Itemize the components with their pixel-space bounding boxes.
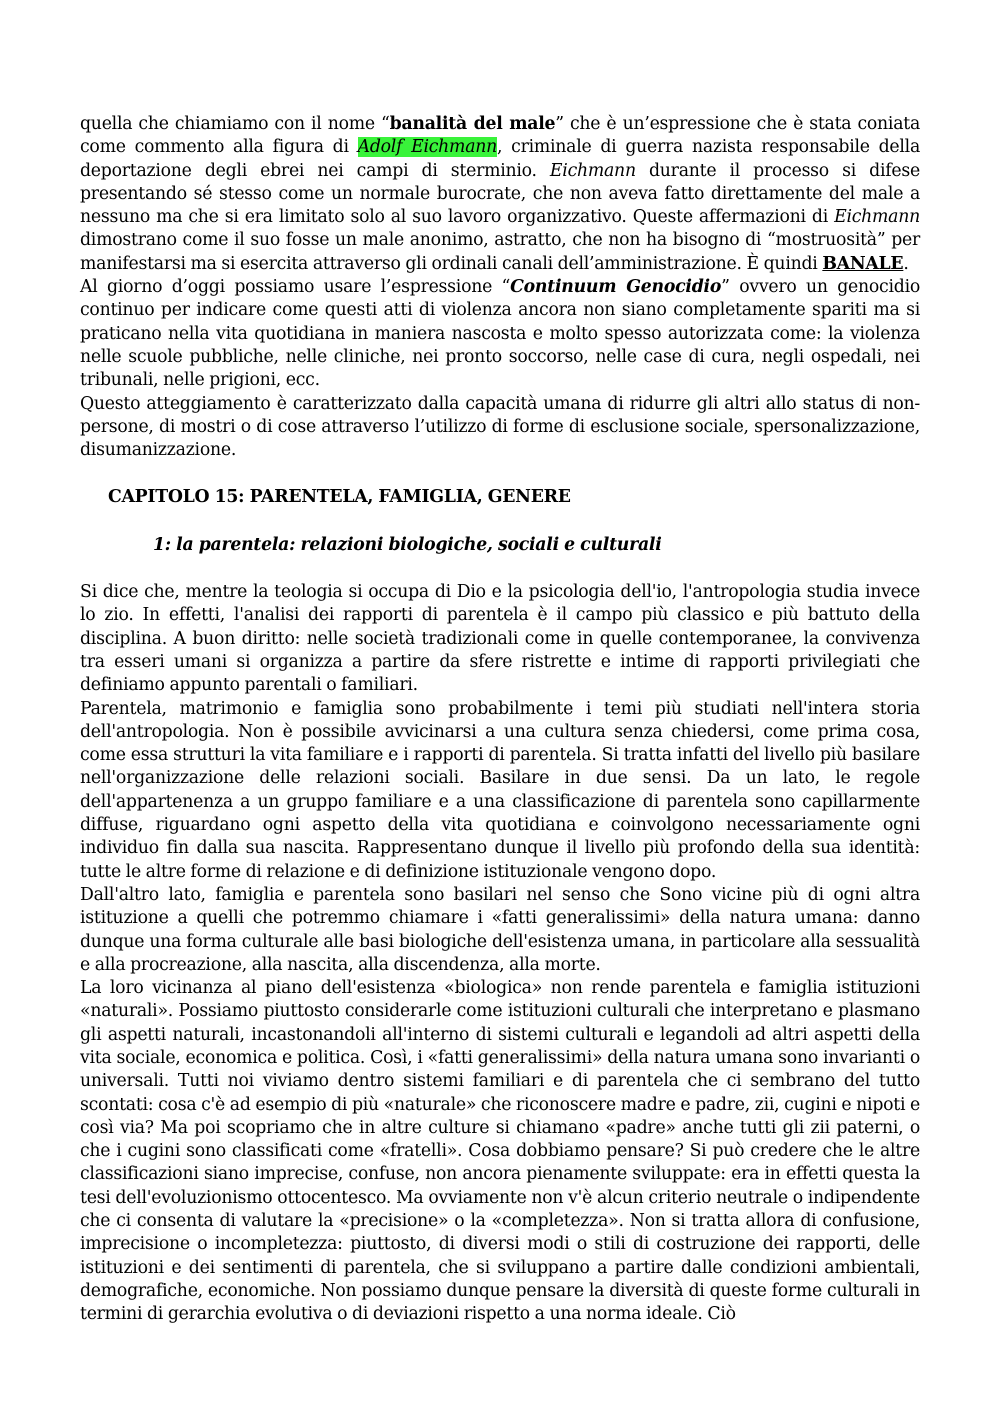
bold-term-banality: banalità del male <box>389 114 556 134</box>
text-run: Al giorno d’oggi possiamo usare l’espressione “ <box>80 277 511 298</box>
text-run: dimostrano come il suo fosse un male anonimo, astratto, che non ha bisogno di “mostruosità” per manifestarsi ma si esercita attraverso gli ordinali canali dell’amministrazione. È quindi <box>80 230 920 274</box>
paragraph-kinship-natural: La loro vicinanza al piano dell'esistenza «biologica» non rende parentela e famiglia istituzioni «naturali». Possiamo piuttosto considerarle come istituzioni culturali che interpretano e plasmano gli aspetti naturali, incastonandoli all'interno di sistemi culturali e legandoli ad altri aspetti della vita sociale, economica e politica. Così, i «fatti generalissimi» della natura umana sono invarianti o universali. Tutti noi viviamo dentro sistemi familiari e di parentela che ci sembrano del tutto scontati: cosa c'è ad esempio di più «naturale» che riconoscere madre e padre, zii, cugini e nipoti e così via? Ma poi scopriamo che in altre culture si chiamano «padre» anche tutti gli zii paterni, o che i cugini sono classificati come «fratelli». Cosa dobbiamo pensare? Si può credere che le altre classificazioni siano imprecise, confuse, non ancora pienamente sviluppate: era in effetti questa la tesi dell'evoluzionismo ottocentesco. Ma ovviamente non v'è alcun criterio neutrale o indipendente che ci consenta di valutare la «precisione» o la «completezza». Non si tratta allora di confusione, imprecisione o incompletezza: piuttosto, di diversi modi o stili di costruzione dei rapporti, delle istituzioni e dei sentimenti di parentela, che si sviluppano a partire dalle condizioni ambientali, demografiche, economiche. Non possiamo dunque pensare la diversità di queste forme culturali in termini di gerarchia evolutiva o di deviazioni rispetto a una norma ideale. Ciò <box>80 978 920 1325</box>
italic-name: Eichmann <box>549 160 636 181</box>
paragraph-banality-of-evil <box>80 113 920 276</box>
italic-name: Eichmann <box>834 207 920 228</box>
text-run: ” che è un’espressione che è stata coniata come commento alla figura di <box>80 114 921 158</box>
highlighted-name-eichmann: Adolf Eichmann <box>357 137 498 158</box>
section-heading: 1: la parentela: relazioni biologiche, sociali e culturali <box>153 534 662 555</box>
paragraph-kinship-studies: Parentela, matrimonio e famiglia sono probabilmente i temi più studiati nell'intera storia dell'antropologia. Non è possibile avvicinarsi a una cultura senza chiedersi, come prima cosa, come essa strutturi la vita familiare e i rapporti di parentela. Si tratta infatti del livello più basilare nell'organizzazione delle relazioni sociali. Basilare in due sensi. Da un lato, le regole dell'appartenenza a un gruppo familiare e a una classificazione di parentela sono capillarmente diffuse, riguardano ogni aspetto della vita quotidiana e coinvolgono necessariamente ogni individuo fin dalla sua nascita. Rappresentano dunque il livello più profondo della sua identità: tutte le altre forme di relazione e di definizione istituzionale vengono dopo. <box>80 698 920 882</box>
document-page <box>80 113 920 1327</box>
bold-italic-term-continuum: Continuum Genocidio <box>510 277 722 298</box>
chapter-heading: CAPITOLO 15: PARENTELA, FAMIGLIA, GENERE <box>108 487 571 508</box>
underlined-term-banale: BANALE <box>822 253 904 274</box>
paragraph-dehumanization: Questo atteggiamento è caratterizzato dalla capacità umana di ridurre gli altri allo status di non-persone, di mostri o di cose attraverso l’utilizzo di forme di esclusione sociale, spersonalizzazione, disumanizzazione. <box>80 393 920 461</box>
paragraph-kinship-intro: Si dice che, mentre la teologia si occupa di Dio e la psicologia dell'io, l'antropologia studia invece lo zio. In effetti, l'analisi dei rapporti di parentela è il campo più classico e più battuto della disciplina. A buon diritto: nelle società tradizionali come in quelle contemporanee, la convivenza tra esseri umani si organizza a partire da sfere ristrette e intime di rapporti privilegiati che definiamo appunto parentali o familiari. <box>80 582 920 696</box>
paragraph-continuum-genocidio <box>80 276 920 392</box>
text-run: , criminale di guerra nazista responsabile della deportazione degli ebrei nei campi di sterminio. <box>80 137 920 181</box>
text-run: . <box>903 253 909 274</box>
text-run: durante il processo si difese presentando sé stesso come un normale burocrate, che non aveva fatto direttamente del male a nessuno ma che si era limitato solo al suo lavoro organizzativo. Queste affermazioni di <box>80 160 920 228</box>
paragraph-kinship-basic: Dall'altro lato, famiglia e parentela sono basilari nel senso che Sono vicine più di ogni altra istituzione a quelli che potremmo chiamare i «fatti generalissimi» della natura umana: danno dunque una forma culturale alle basi biologiche dell'esistenza umana, in particolare alla sessualità e alla procreazione, alla nascita, alla discendenza, alla morte. <box>80 884 920 975</box>
text-run: quella che chiamiamo con il nome “ <box>80 114 390 134</box>
text-run: ” ovvero un genocidio continuo per indicare come questi atti di violenza ancora non siano completamente spariti ma si praticano nella vita quotidiana in maniera nascosta e molto spesso autorizzata come: la violenza nelle scuole pubbliche, nelle cliniche, nei pronto soccorso, nelle case di cura, negli ospedali, nei tribunali, nelle prigioni, ecc. <box>80 277 921 391</box>
